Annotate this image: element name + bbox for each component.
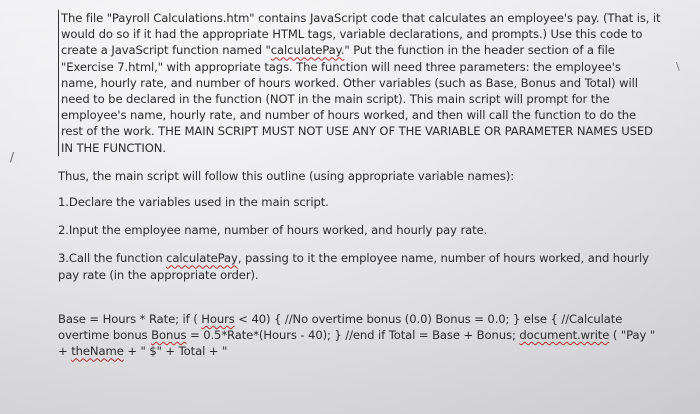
text-line: The file "Payroll Calculations.htm" contains JavaScript code that calculates an employee's pay. (That is, it	[61, 11, 661, 25]
assignment-paragraph	[58, 10, 661, 156]
text-line: "Exercise 7.html," with appropriate tags. The function will need three parameters: the employee's	[61, 59, 621, 74]
text-fragment: create a JavaScript function named "	[61, 43, 271, 58]
margin-pen-mark-left: /	[10, 150, 15, 164]
code-line	[58, 343, 658, 359]
text-fragment: " Put the function in the header section of a file	[344, 43, 615, 58]
text-line: would do so if it had the appropriate HTML tags, variable declarations, and prompts.) Use this code to	[61, 27, 643, 42]
function-name: calculatePay	[166, 251, 238, 266]
code-token: Bonus	[151, 328, 187, 343]
outline-section	[58, 168, 658, 283]
code-fragment: ( "Pay "	[609, 328, 656, 343]
function-name: calculatePay.	[270, 43, 345, 58]
code-line	[58, 311, 658, 327]
code-fragment: = 0.5*Rate*(Hours - 40); } //end if Total = Base + Bonus;	[186, 328, 520, 343]
text-line: need to be declared in the function (NOT in the main script). This main script will prompt for the	[61, 92, 610, 107]
code-line	[58, 327, 658, 343]
outline-intro: Thus, the main script will follow this outline (using appropriate variable names):	[58, 168, 515, 183]
text-line: name, hourly rate, and number of hours worked. Other variables (such as Base, Bonus and Total) will	[61, 75, 638, 90]
code-token: document.write	[519, 328, 610, 343]
code-fragment: overtime bonus	[58, 328, 152, 343]
text-fragment: 3.Call the function	[58, 251, 167, 266]
code-token: Hours	[201, 311, 235, 326]
outline-step-3	[58, 250, 658, 266]
outline-step-3-continued: pay rate (in the appropriate order).	[58, 267, 259, 282]
text-fragment: , passing to it the employee name, number of hours worked, and hourly	[237, 251, 649, 266]
text-line: employee's name, hourly rate, and number of hours worked, and then will call the function to do the	[61, 108, 637, 123]
outline-step-1: 1.Declare the variables used in the main script.	[58, 195, 329, 210]
text-line: rest of the work. THE MAIN SCRIPT MUST NOT USE ANY OF THE VARIABLE OR PARAMETER NAMES USED	[61, 124, 653, 139]
code-token: theName	[71, 344, 124, 359]
margin-pen-mark-right: \	[676, 60, 680, 73]
code-fragment: < 40) { //No overtime bonus (0.0) Bonus = 0.0; } else { //Calculate	[234, 311, 623, 326]
code-fragment: Base = Hours * Rate; if (	[58, 311, 202, 326]
text-line: IN THE FUNCTION.	[61, 140, 166, 155]
code-fragment: + " $" + Total + "	[123, 344, 228, 359]
code-fragment: +	[58, 344, 72, 359]
assignment-text	[58, 10, 661, 359]
code-snippet	[58, 311, 658, 360]
outline-step-2: 2.Input the employee name, number of hours worked, and hourly pay rate.	[58, 223, 488, 238]
text-line	[61, 42, 658, 58]
